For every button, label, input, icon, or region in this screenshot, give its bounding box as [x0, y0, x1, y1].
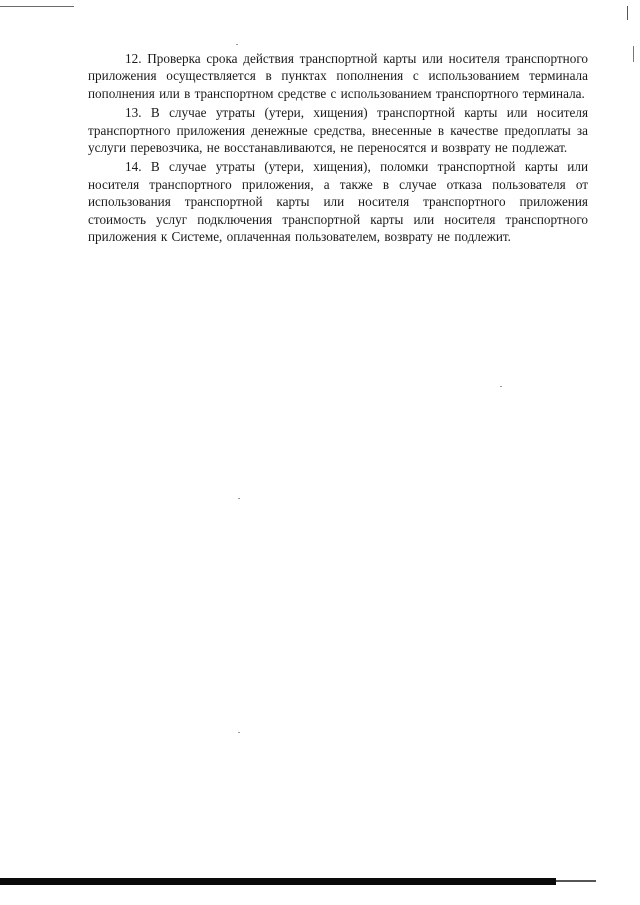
scan-speck [500, 386, 502, 387]
scan-edge-mark [633, 46, 634, 62]
scan-corner-mark [0, 6, 74, 7]
paragraph-number: 13. [125, 105, 142, 121]
paragraph-number: 14. [125, 159, 142, 175]
paragraph-14 [88, 158, 588, 245]
paragraph-text: В случае утраты (утери, хищения), поломки транспортной карты или носителя транспортного приложения, а также в случае отказа пользователя от использования транспортной карты или носителя транспортного приложения стоимость услуг подключения транспортной карты или носителя транспортного приложения к Системе, оплаченная пользователем, возврату не подлежит. [88, 159, 588, 245]
scan-bottom-edge [0, 878, 556, 885]
paragraph-text: Проверка срока действия транспортной карты или носителя транспортного приложения осуществляется в пунктах пополнения с использованием терминала пополнения или в транспортном средстве с использованием транспортного терминала. [88, 51, 588, 101]
scan-speck [238, 732, 240, 733]
paragraph-12 [88, 50, 588, 102]
scan-edge-mark [627, 6, 628, 20]
scan-bottom-edge-tail [556, 880, 596, 882]
paragraph-number: 12. [125, 51, 142, 66]
scan-speck [238, 498, 240, 499]
scan-speck [236, 44, 238, 45]
document-body [88, 50, 588, 247]
paragraph-text: В случае утраты (утери, хищения) транспортной карты или носителя транспортного приложения денежные средства, внесенные в качестве предоплаты за услуги перевозчика, не восстанавливаются, не переносятся и возврату не подлежат. [88, 105, 589, 156]
paragraph-13 [88, 104, 588, 156]
